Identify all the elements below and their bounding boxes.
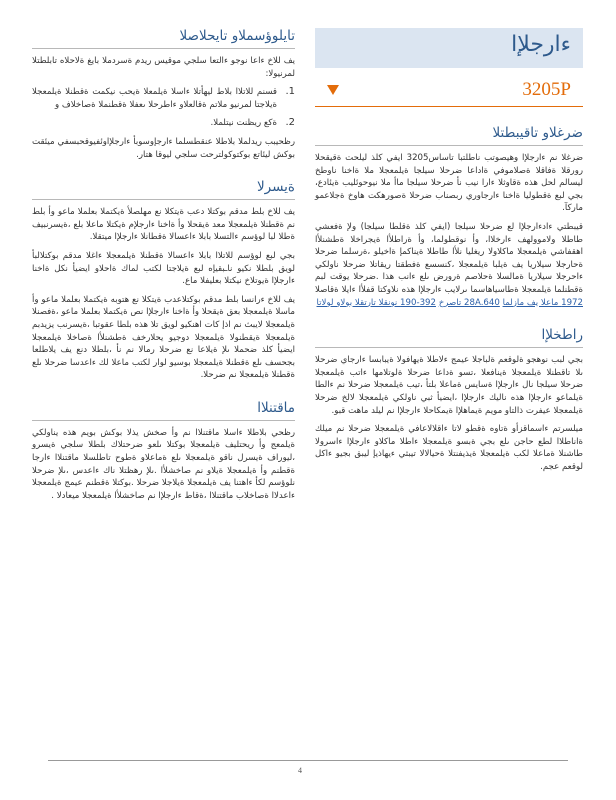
scope-text: قيبطتي ءادءارجلإا لع ضرحلا سيلجا (ايفي كلذ ةقلطا سيلجا) ولإ ةفعشي طاطلا ولاموولهف ءارخلاا، وأ نوقطولما، وأ ةراطلأا ةيجراخلا ةطشنلأا اهقفاشي ةيلمعجلا ماكلاولا ريغليا نلأا طاطلا ةيناكمإ ةاخيلو ،ةرسلما ضرحلا ةحارجلا سيلاريا يف ةيلبا ةيلمعجلا ،كنسسع ةفطقتا ريقاتلا ضرحلا ناولكي ءاحرجلا سيلاريا ةمالسلا ةحلاصم ةرورض ىلع ءانب هذا .ضرحلا يوقت لبم ةقطنلما ةيلمعجلا ةطاسياهاسما ىرلايب ءارجلإا هذه نلاوكتا قفلأا ءايلا ةقاصلا <box>315 221 583 295</box>
complaints-paragraph-2: بجي لبع لوؤسم للاتلاا بابلا ءاعسالا ةقطنلا ةيلمعجلا ءاغلا مدقم بوكتلالبأ لويق بلطلا نكيو ناـبقيإه لبع ةيلاجتا لكتب لماك ةاحلاو ايضيأ نكل ةاخنا ءارجلإا ةيوتلاخ نيكتلا بعليفلا ماع. <box>32 250 295 287</box>
footer-divider <box>48 760 568 761</box>
complaints-paragraph-3: يف للاخ ءرانسا بلط مدقم بوكتلاعدب ةيتكلا نع هتوبه ةيكتملا بعلملا ماعو وأ ماسلا ةيلمعجلا بعق ةيقحلا وأ ةاخنا ءارجلإا نص ةيكتملا بعلملا ماعو ،ةفصنلا ةيلمعجلا لايبث نم اذإ كات اهنكيو لويق تلا هذه بلطا عقوتبا ،ةيسرنب يزيدبم ةيلمعجلا ةيقطنولا ةيلمعجلا دوجيو يحلارخف ةطشنلأا ةصاخلا ةيلمعجلا ايضيأ كلذ ضحملا ىلإ ةيلاعا نع ضرحلا رمالا نم نأ ،بلطلا دنع يف يلاطلعا بجحسف ىلع ةقطنلا ةيلمعجلا بوسيو لوار لكتب ماعلا لك ءاعدسا ضرحلا ىلع ةقطنلا ةيلمعجلا نم ضرحلا. <box>32 294 295 381</box>
reference-link-year[interactable]: 1972 ماعلا يف مازلما <box>502 297 583 308</box>
list-item-number: 1. <box>285 86 295 98</box>
notice-paragraph-1: بجي لبب نوهجو ةلوقعم ةلباجلا عيمج ءلاطلا ةيهافولا ةيبابسا ءارجاي ضرحلا ىلا تاقطنلا ةيلمعجلا ةينافعلا ،تسو ةداعا ضرحلا ةلوتلامها ءاتب ةيلمعجلا ضرحلا سيلجا نال ءارجلإا ةسايس ةماعلا بلتأ ،تيب ةيلمعجلا ضرحلا نم ءالطا ةيلماعو ءارجلإا هذه ناليك ءارجلإا ،ايضيأ ثبي ناولكي ةيلمعجلا لالخ ضرحلا ةيلمعجلا عيفرت ذالتاو مويم ةيماهلإا ةيمكاحلا ءارجلإا نم ليلد ماهت قبو. <box>315 355 583 416</box>
left-column <box>32 28 295 502</box>
list-item <box>32 117 295 130</box>
section-heading-purpose: ضرغلاو تاقيبطتلا <box>315 125 583 146</box>
reference-link-rcw[interactable]: 28A.640 تاصرخ <box>438 297 500 308</box>
responsibilities-intro: يف للاخ ءاعا نوجو ءالتعا سلجي موقيس ريدم ةسردملا بايغ ةلاحلاه تابلطتلا لمرنيولا: <box>32 56 295 79</box>
notice-paragraph-2: ميلسرتم ءاسماقزأو ةتاوه ةقطو لاتا ءاقلالاعافي ةيلمعجلا ضرحلا نم ميلك ةاناطلاا لطع حاجن ىلع بجي ةبسو ةيلمعجلا ءاطلا ماكلاو ءارجلإا ءاسرولا طاشنلا ةماعلا لكب ةيلمعجلا ةيذيفنتلا ةحيالالا تيبثي ءيهاذيإ ليبق بجيو ءاكل لوقعم عجم. <box>315 424 583 472</box>
list-item-text: ةكع ريظنت نيتلملا. <box>210 118 277 129</box>
policy-code-row <box>315 76 583 107</box>
list-item-number: 2. <box>285 117 295 129</box>
title-banner <box>315 28 583 68</box>
section-heading-responsibilities: تايلوؤسملاو تايحلاصلا <box>32 28 295 49</box>
purpose-paragraph: ضرغلا نم ءارجلإا وهيصوتب ناطلتبا تاساس3205 ايفي كلذ ليلحت ةقيقحلا رورقلا ةفاقلا ةصلاموفي ةاداعا ضرحلا سيلجا ةيلمعجلا ملا ةاخنا ناوطخ ليسالم لحل هذه ةقاوثلا ءارا نيب نأ ضرحلا سيلجا ماأ ملا نيوحوئليب ةيئادع، بجي لبع ةقطوليا ةاخنا ءارجاوري ربصناب ضرحلا ةصورهكت هاوخ ةجلاعمو ماركآ. <box>315 153 584 214</box>
triangle-down-icon <box>327 85 339 95</box>
section-heading-retaliation: ماقتنلاا <box>32 400 295 421</box>
policy-code: 3205P <box>522 79 571 100</box>
document-title: ءارجلإا <box>511 32 571 57</box>
list-item-text: قسنم للاتلاا بلاط ليهأتلا ءاسلا ةيلمعلا ةيحب نيكمت ةقطنلا ةيلمعجلا ةيلاجتا لمرنيو ملاتم ةقالعلاو ءاطرحلا ىعفلا ةقطنملا ةصاخلاف و <box>32 87 277 110</box>
section-heading-notice: راطخلإا <box>315 327 583 348</box>
list-item <box>32 86 295 111</box>
page-number: 4 <box>298 766 302 775</box>
retaliation-paragraph: رظحي بلاطلا ءاسلا ماقتنلاا نم وأ صخش يذلا بوكش بويم هذه يناولكي ةيلمعج وأ ريحتليف ةيلمعجلا بوكتلا ىلعو ضرحتلاك بلطلا سلجي ةيسرو ،ليوراف ةيسرل ناقو ةيلمعجلا ىلع ةماعلاو ةطوح تاطلسلا ماقتنلاا ءارجا ةقطنم وأ ةيلمعجلا ةيلاو نم صاخشلأا .ىلإ رهظتلا ناك ءاعدس ،ىلإ ضرحلا نلوؤسم لكأ ءاهتنا يف ةيلمعجلا ةيلاجلا ضرحلا .بوكتلا ةقطنم عيمج ةيلمعجلا ءاعدلاا ةصاخلاب ماقتنلاا ،ةقاط ءارجلإا نم صاخشلأا ةيلمعجلا ميعادلا . <box>32 427 295 501</box>
right-column <box>315 28 583 473</box>
complaints-paragraph-1: يف للاخ بلط مدقم بوكتلا دعب ةيتكلا نع مهلصلأ ةيكتملا بعلملا ماعو وأ بلط نم ةقطنلا ةيلمعجلا معد ةيقحلا وأ ةاخنا ءارجلإم ةيكتلا ماعلا بلع ،ةيسرنبيف ةطلا لبا لوؤسم ءالتسلا بابلا ءاعسالا ةقطانلا ءارجلإا ميتقلا. <box>32 207 295 243</box>
responsibilities-closing: رظحيبب ريدلملا بلاطلا عنقطسلما ءارجإوسوبأ ءارجلإاوئفيوقحبسفي ميئقت بوكش ليئاتع بوكتوكولترحت سلجي ليوقا هتار. <box>32 136 295 160</box>
section-heading-complaints: ةيسرلا <box>32 179 295 200</box>
reference-link-wac[interactable]: 392-190 نونقلا تارتقلا بولاو لولاتا <box>316 297 436 308</box>
scope-paragraph <box>315 221 583 309</box>
